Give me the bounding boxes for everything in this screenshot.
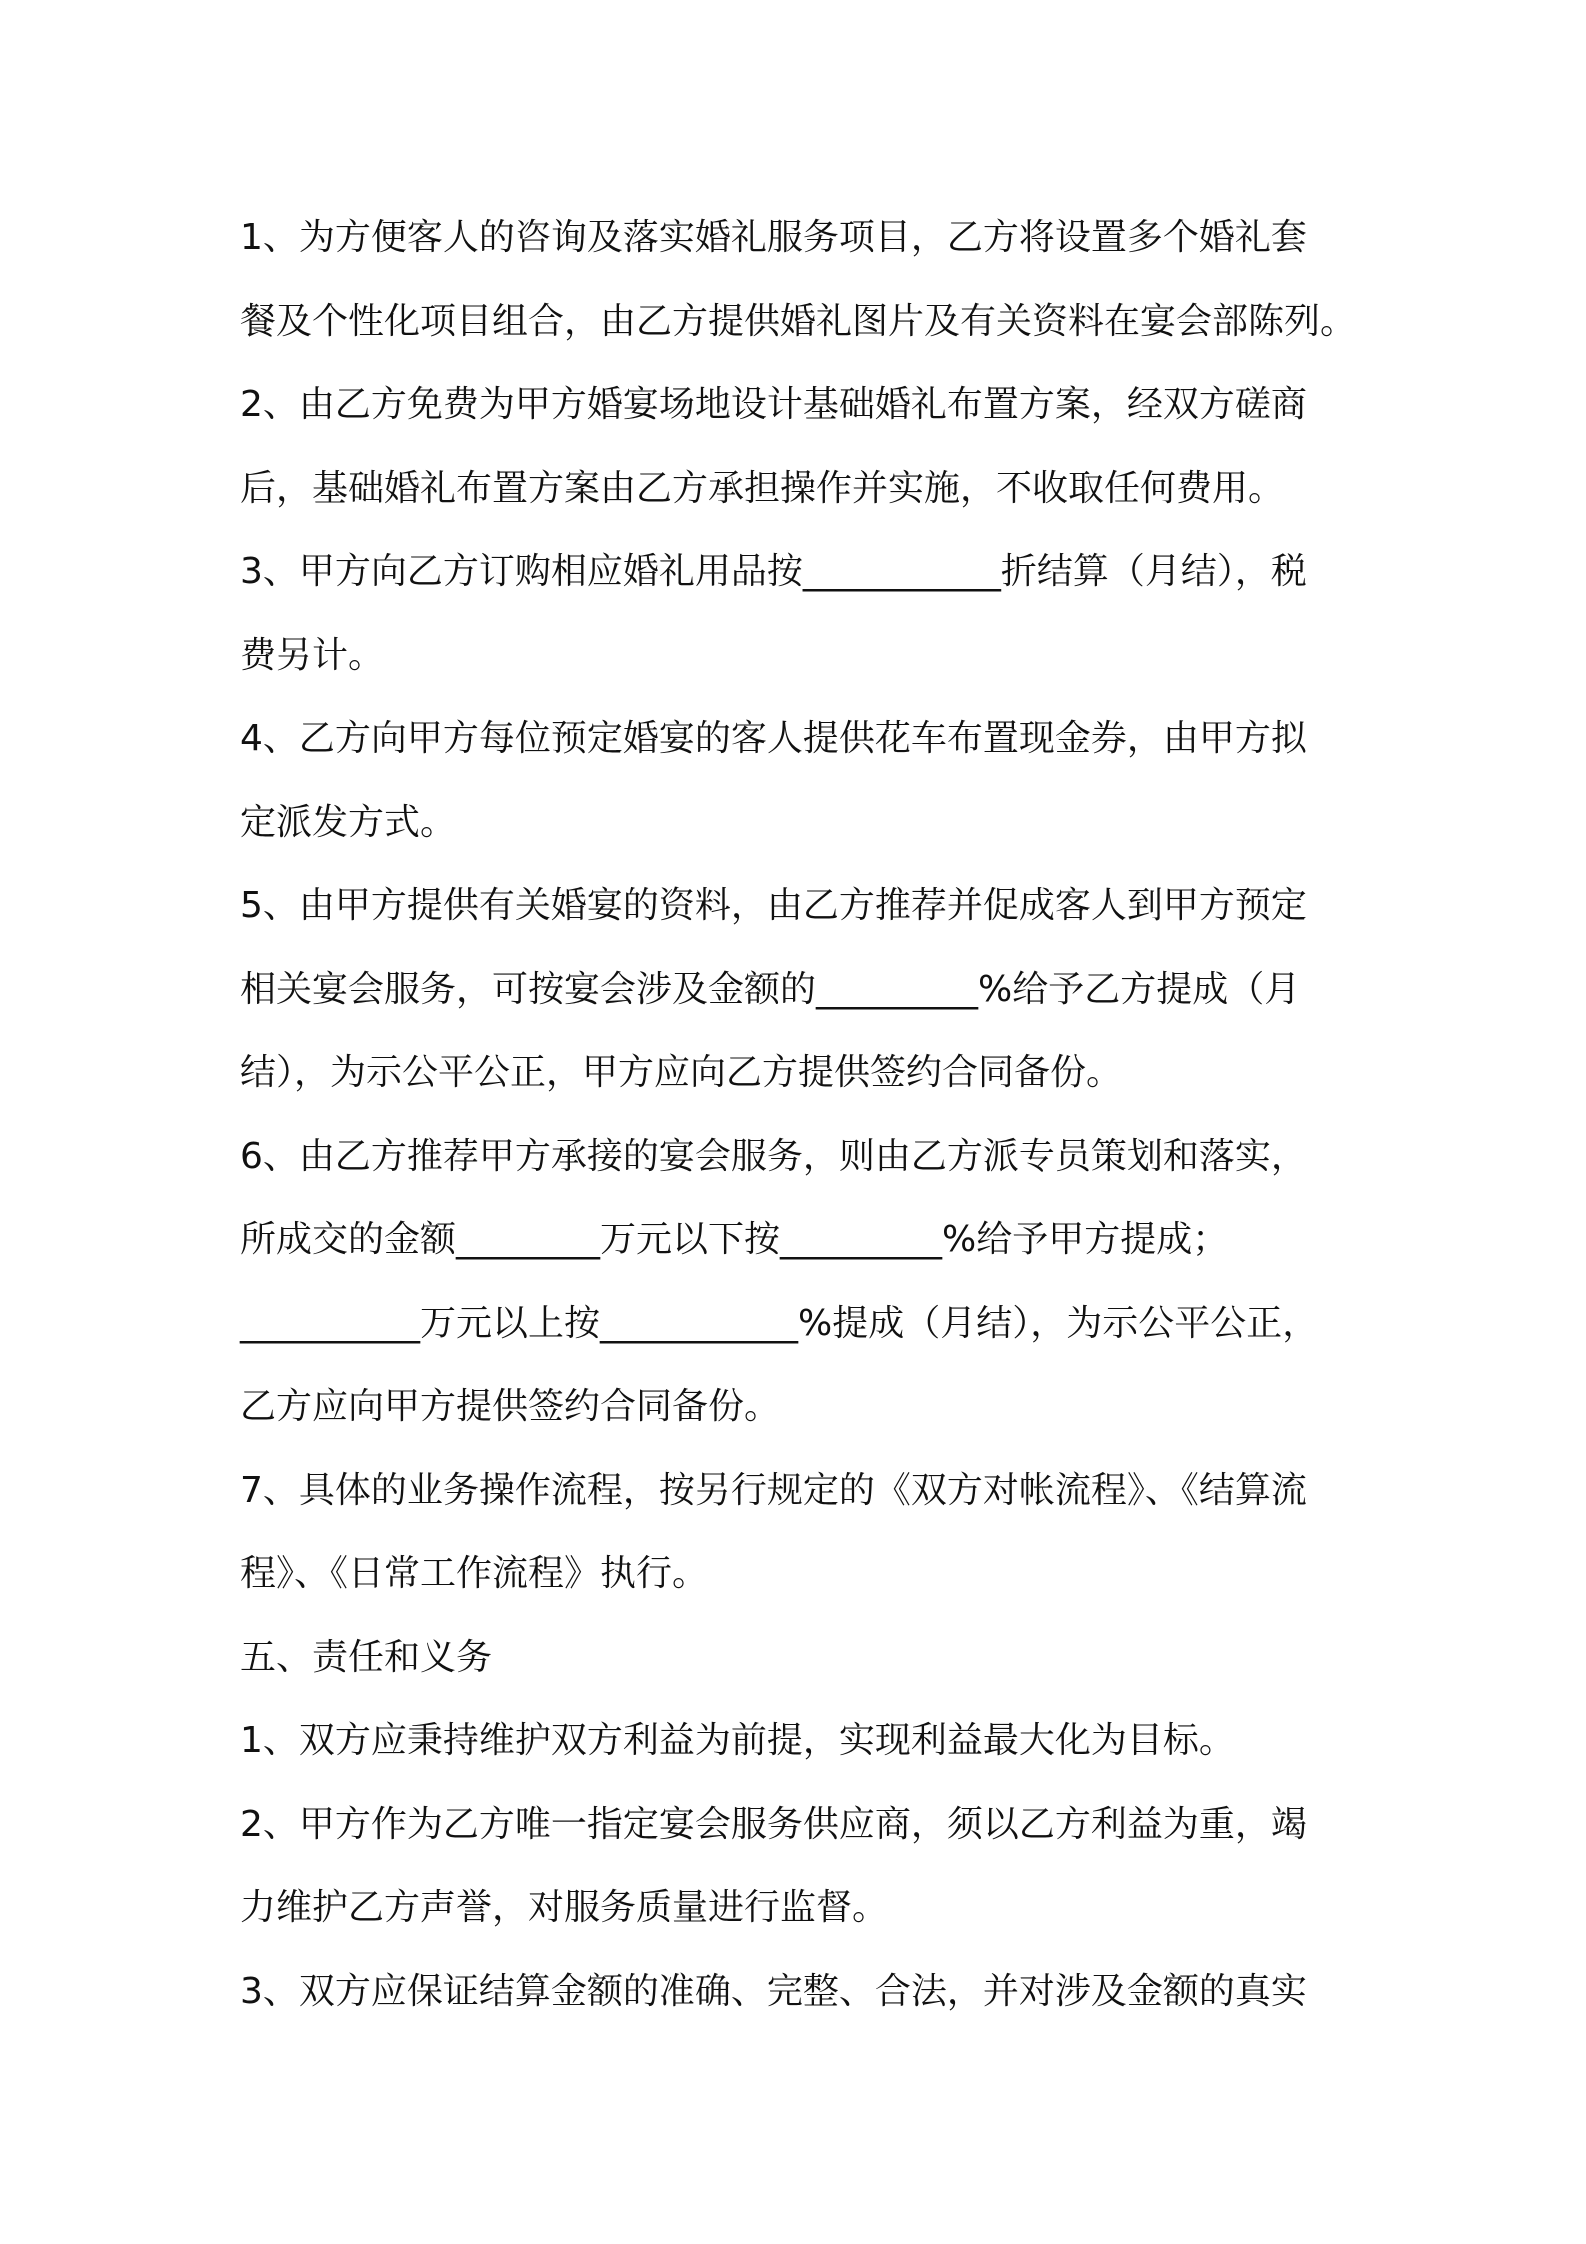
text-line: 力维护乙方声誉，对服务质量进行监督。 xyxy=(240,1887,889,1928)
text-line: 4、乙方向甲方每位预定婚宴的客人提供花车布置现金券，由甲方拟 xyxy=(240,718,1307,759)
text-line: 3、甲方向乙方订购相应婚礼用品按___________折结算（月结），税 xyxy=(240,551,1307,592)
text-line: 3、双方应保证结算金额的准确、完整、合法，并对涉及金额的真实 xyxy=(240,1970,1307,2012)
document-body xyxy=(240,196,1360,2033)
text-line: 6、由乙方推荐甲方承接的宴会服务，则由乙方派专员策划和落实， xyxy=(240,1135,1307,1177)
text-line: 1、为方便客人的咨询及落实婚礼服务项目，乙方将设置多个婚礼套 xyxy=(240,217,1307,258)
text-line: 餐及个性化项目组合，由乙方提供婚礼图片及有关资料在宴会部陈列。 xyxy=(240,300,1357,342)
text-line: 程》、《日常工作流程》执行。 xyxy=(240,1553,709,1594)
text-line: 2、由乙方免费为甲方婚宴场地设计基础婚礼布置方案，经双方磋商 xyxy=(240,384,1307,425)
text-line: 2、甲方作为乙方唯一指定宴会服务供应商，须以乙方利益为重，竭 xyxy=(240,1803,1307,1845)
text-line: 7、具体的业务操作流程，按另行规定的《双方对帐流程》、《结算流 xyxy=(240,1469,1307,1511)
text-line: __________万元以上按___________%提成（月结），为示公平公正， xyxy=(240,1302,1319,1344)
text-line: 结），为示公平公正，甲方应向乙方提供签约合同备份。 xyxy=(240,1052,1123,1093)
text-line: 5、由甲方提供有关婚宴的资料，由乙方推荐并促成客人到甲方预定 xyxy=(240,885,1307,926)
text-line: 定派发方式。 xyxy=(240,801,457,843)
text-line: 所成交的金额________万元以下按_________%给予甲方提成； xyxy=(240,1219,1229,1260)
text-line: 后，基础婚礼布置方案由乙方承担操作并实施，不收取任何费用。 xyxy=(240,467,1285,509)
section-heading: 五、责任和义务 xyxy=(240,1636,493,1678)
text-line: 费另计。 xyxy=(240,634,385,676)
text-line: 相关宴会服务，可按宴会涉及金额的_________%给予乙方提成（月 xyxy=(240,968,1301,1010)
text-line: 1、双方应秉持维护双方利益为前提，实现利益最大化为目标。 xyxy=(240,1720,1235,1761)
text-line: 乙方应向甲方提供签约合同备份。 xyxy=(240,1386,781,1427)
